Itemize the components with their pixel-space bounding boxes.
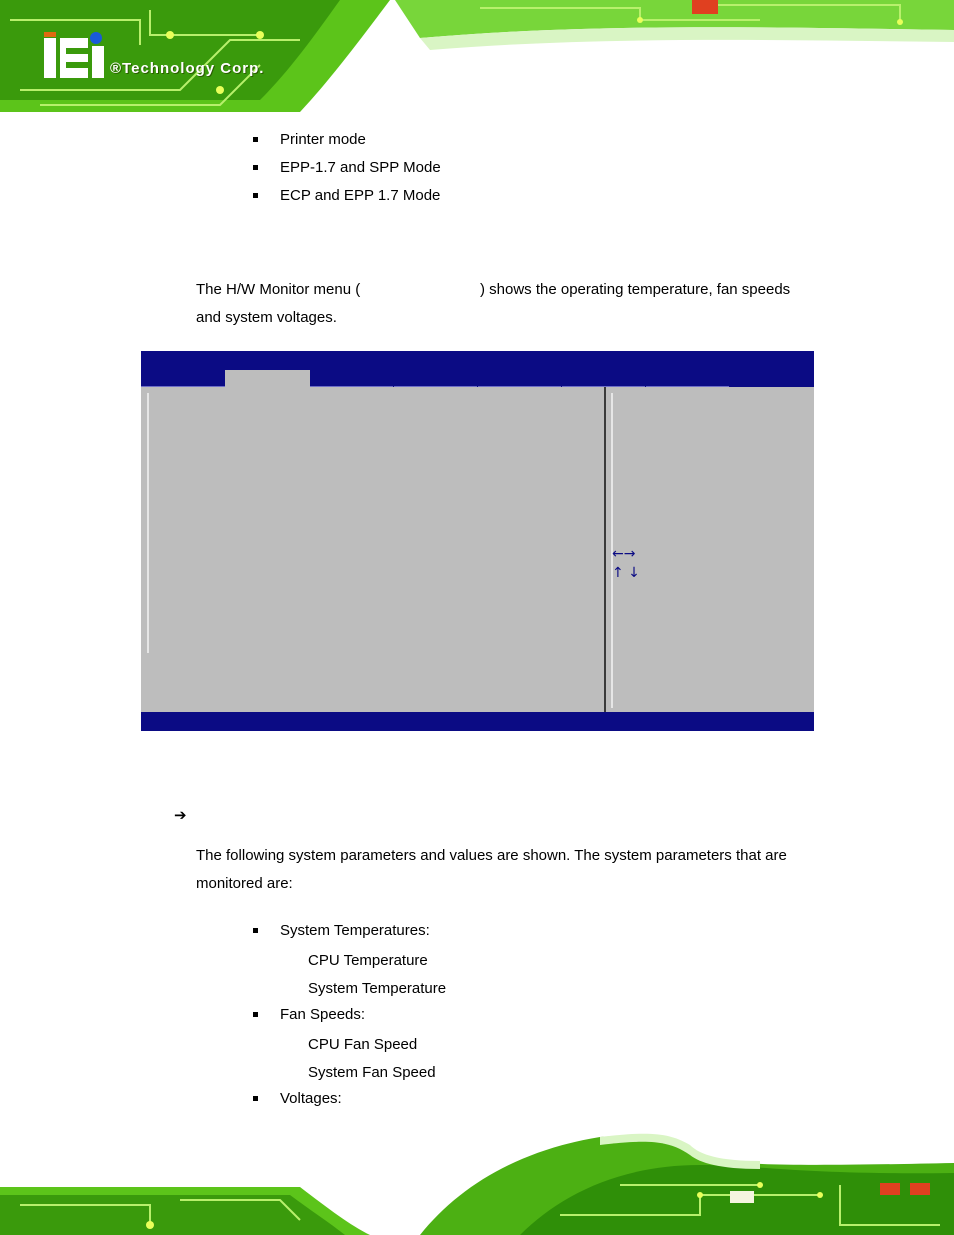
list-item: EPP-1.7 and SPP Mode	[280, 159, 441, 176]
sub-list-item: CPU Fan Speed	[308, 1036, 418, 1053]
bios-hw-monitor-screen	[141, 351, 814, 731]
bullet-marker	[253, 165, 258, 170]
sub-list-item: CPU Temperature	[308, 952, 428, 969]
bullet-marker	[253, 1096, 258, 1101]
bios-panel-edge	[147, 393, 149, 653]
bios-footer-bar	[141, 712, 814, 731]
body-line-1: The following system parameters and values are shown. The system parameters that are	[196, 847, 787, 864]
bullet-marker	[253, 137, 258, 142]
footer-banner	[0, 1125, 954, 1235]
bullet-marker	[253, 1012, 258, 1017]
bios-tab[interactable]	[310, 370, 393, 387]
bios-tab[interactable]	[646, 370, 729, 387]
bios-tab[interactable]	[141, 370, 225, 387]
bios-tab[interactable]	[394, 370, 477, 387]
bios-tab[interactable]	[478, 370, 561, 387]
bios-panel-divider	[604, 387, 606, 712]
list-item-label: System Temperatures:	[280, 922, 430, 939]
left-right-arrows-icon: ←→	[612, 546, 636, 562]
list-item-label: Fan Speeds:	[280, 1006, 366, 1023]
right-arrow-icon: ➔	[174, 806, 187, 824]
bios-tab-bar	[141, 370, 814, 387]
list-item: Printer mode	[280, 131, 366, 148]
bios-title-bar	[141, 351, 814, 370]
company-logo-text: ®Technology Corp.	[110, 60, 265, 77]
sub-list-item: System Temperature	[308, 980, 447, 997]
circuit-board-footer-graphic	[0, 1125, 954, 1235]
intro-line-1-start: The H/W Monitor menu (	[196, 281, 361, 298]
intro-line-2: and system voltages.	[196, 309, 337, 326]
list-item: ECP and EPP 1.7 Mode	[280, 187, 441, 204]
up-down-arrows-icon: ↑ ↓	[612, 565, 640, 581]
bios-navigation-keys	[612, 545, 640, 583]
bios-tab-active[interactable]	[225, 370, 310, 387]
header-banner	[0, 0, 954, 112]
bullet-marker	[253, 193, 258, 198]
intro-line-1-end: ) shows the operating temperature, fan speeds	[480, 281, 791, 298]
sub-list-item: System Fan Speed	[308, 1064, 436, 1081]
body-line-2: monitored are:	[196, 875, 293, 892]
list-item-label: Voltages:	[280, 1090, 342, 1107]
circuit-board-header-graphic	[0, 0, 954, 112]
bios-tab[interactable]	[562, 370, 645, 387]
bullet-marker	[253, 928, 258, 933]
